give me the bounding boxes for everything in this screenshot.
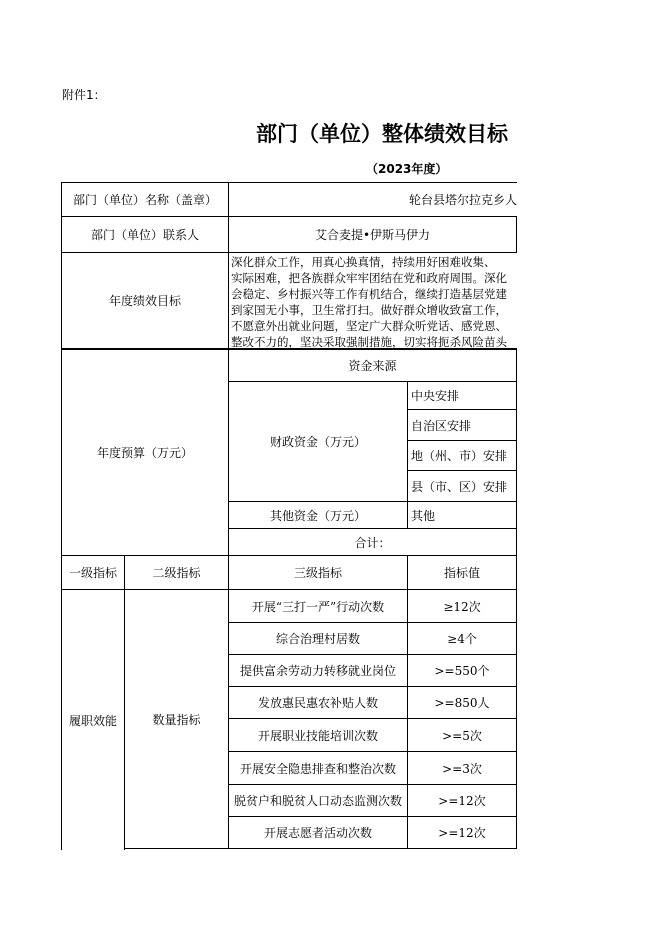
goal-line: 会稳定、乡村振兴等工作有机结合，继续打造基层党建 [231,287,507,301]
indicator-name: 提供富余劳动力转移就业岗位 [229,655,408,687]
indicator-name: 发放惠民惠农补贴人数 [229,687,408,719]
fiscal-item-central: 中央安排 [408,382,517,410]
attachment-label: 附件1： [62,88,106,102]
total-label: 合计： [229,529,517,556]
indicator-value: >=550个 [408,655,517,687]
contact-label: 部门（单位）联系人 [62,217,229,253]
goal-line: 深化群众工作，用真心换真情，持续用好困难收集、 [231,255,496,269]
indicator-value: ≥4个 [408,623,517,655]
indicator-name: 开展职业技能培训次数 [229,719,408,752]
fiscal-funds-label: 财政资金（万元） [229,382,408,502]
indicator-name: 综合治理村居数 [229,623,408,655]
indicator-value: >=12次 [408,817,517,849]
level1-cell: 履职效能 [62,590,125,850]
fiscal-item-prefecture: 地（州、市）安排 [408,441,517,471]
indicator-value: >=850人 [408,687,517,719]
indicator-value: >=12次 [408,785,517,817]
year-label: （2023年度） [366,162,448,176]
header-value: 指标值 [408,556,517,590]
contact-value: 艾合麦提•伊斯马伊力 [229,217,517,253]
level2-cell: 数量指标 [125,590,229,849]
fiscal-item-region: 自治区安排 [408,410,517,441]
other-funds-value: 其他 [408,502,517,529]
indicator-name: 开展安全隐患排查和整治次数 [229,752,408,785]
indicator-value: ≥12次 [408,590,517,623]
header-level1: 一级指标 [62,556,125,590]
goal-line: 到家国无小事，卫生常打扫。做好群众增收致富工作， [231,303,507,317]
goal-line: 整改不力的，坚决采取强制措施，切实将扼杀风险苗头 [231,335,507,349]
header-level3: 三级指标 [229,556,408,590]
other-funds-label: 其他资金（万元） [229,502,408,529]
indicator-name: 开展“三打一严”行动次数 [229,590,408,623]
unit-name-value: 轮台县塔尔拉克乡人 [229,183,517,217]
indicator-value: >=3次 [408,752,517,785]
page-title: 部门（单位）整体绩效目标 [256,122,508,146]
goal-text [229,253,517,349]
header-level2: 二级指标 [125,556,229,590]
budget-label: 年度预算（万元） [62,350,229,556]
goal-line: 实际困难，把各族群众牢牢团结在党和政府周围。深化 [231,271,507,285]
fiscal-item-county: 县（市、区）安排 [408,471,517,502]
goal-label: 年度绩效目标 [62,253,229,349]
indicator-name: 开展志愿者活动次数 [229,817,408,849]
fund-source-label: 资金来源 [229,350,517,382]
unit-name-label: 部门（单位）名称（盖章） [62,183,229,217]
indicator-value: >=5次 [408,719,517,752]
indicator-name: 脱贫户和脱贫人口动态监测次数 [229,785,408,817]
goal-line: 不愿意外出就业问题，坚定广大群众听党话、感党恩、 [231,319,507,333]
